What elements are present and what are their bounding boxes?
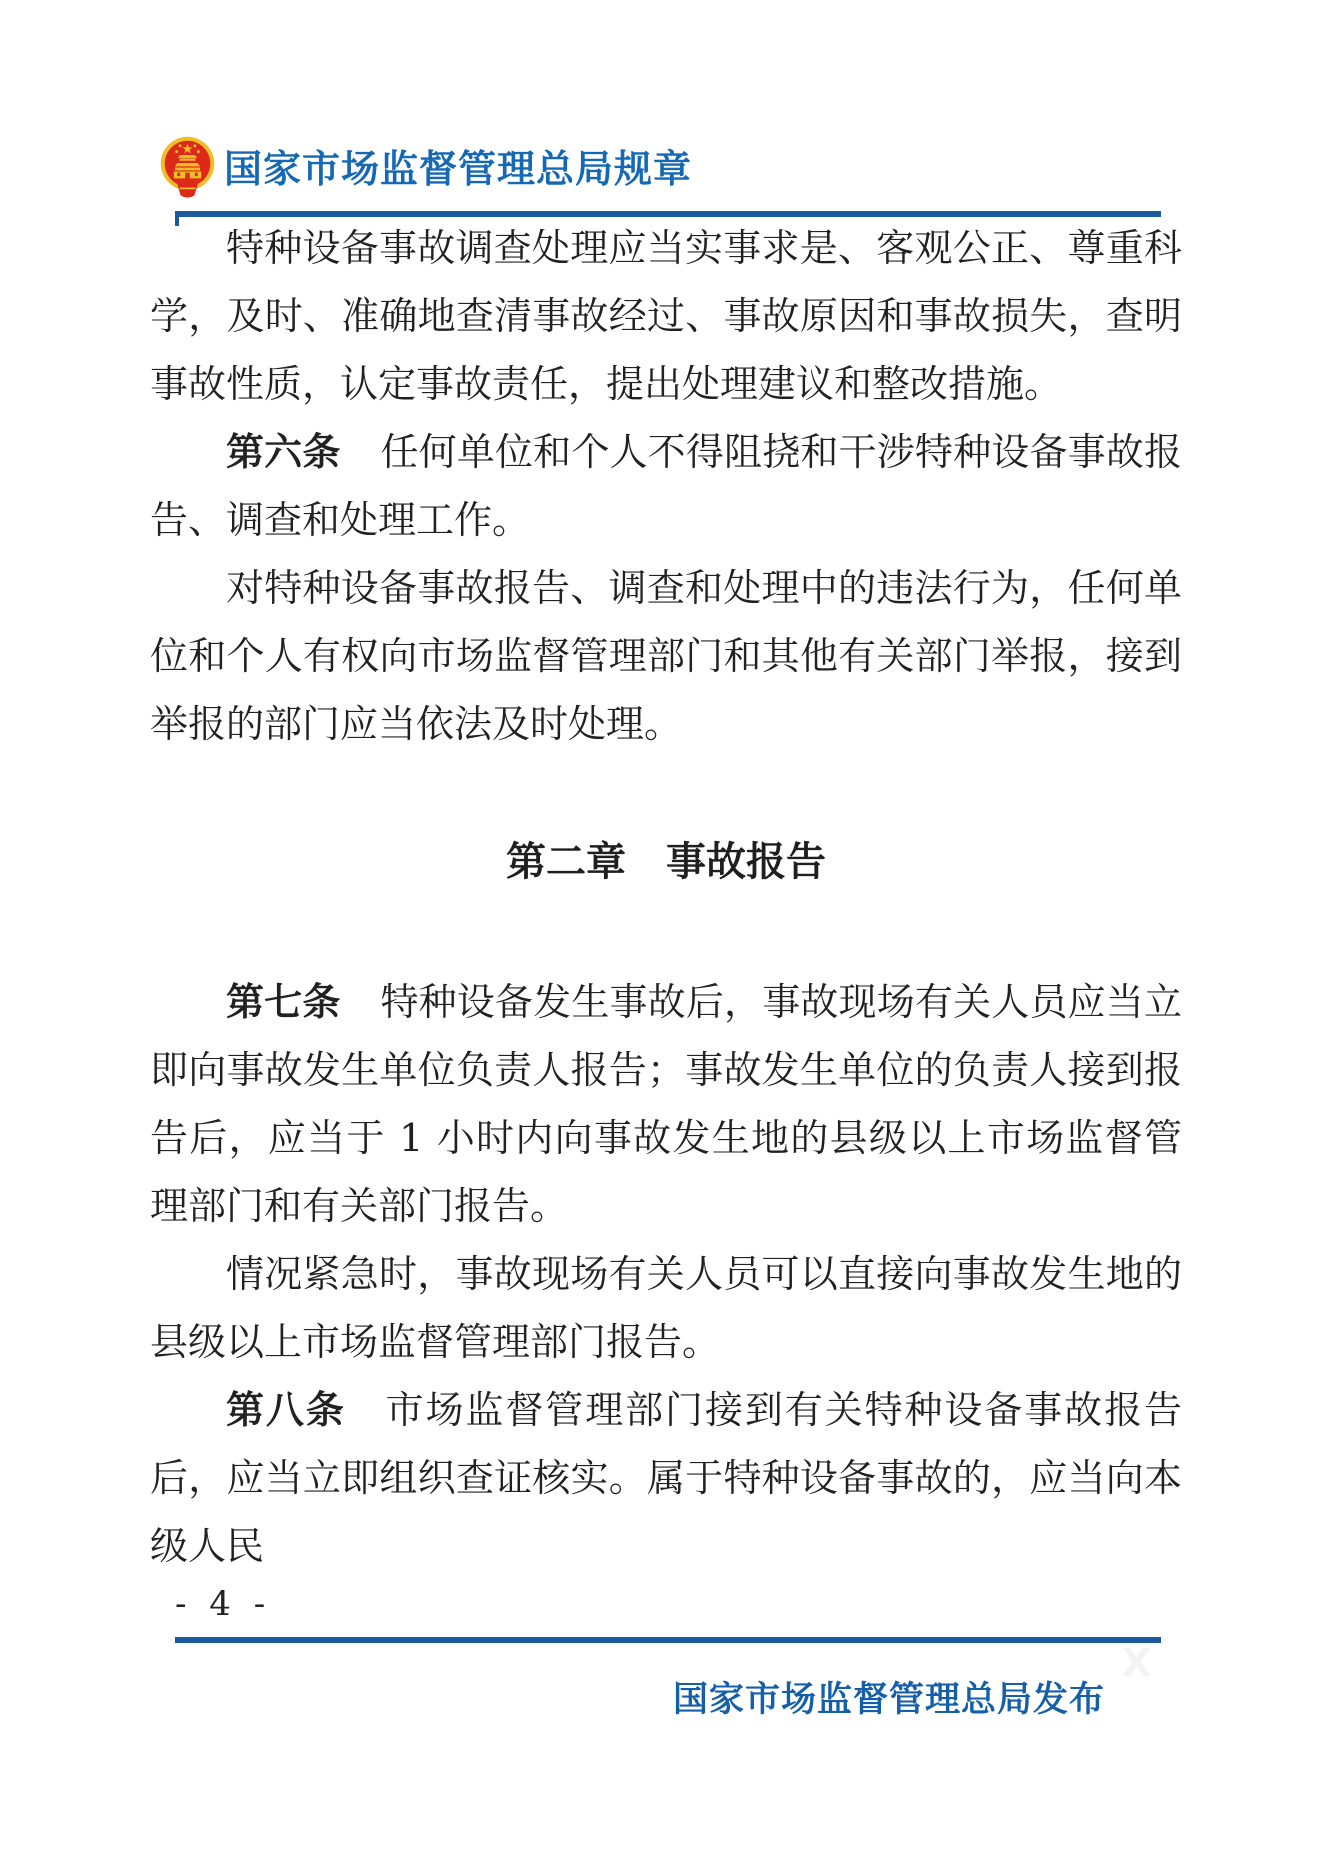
paragraph <box>150 1376 1182 1580</box>
paragraph <box>150 418 1182 554</box>
paragraph <box>150 968 1182 1240</box>
article-number: 第七条 <box>226 980 341 1024</box>
article-number: 第六条 <box>226 430 341 474</box>
paragraph <box>150 214 1182 418</box>
paragraph-text: 对特种设备事故报告、调查和处理中的违法行为，任何单位和个人有权向市场监督管理部门和其他有关部门举报，接到举报的部门应当依法及时处理。 <box>150 566 1182 746</box>
paragraph-text: 特种设备事故调查处理应当实事求是、客观公正、尊重科学，及时、准确地查清事故经过、事故原因和事故损失，查明事故性质，认定事故责任，提出处理建议和整改措施。 <box>150 226 1182 406</box>
china-national-emblem-icon <box>159 135 216 199</box>
page-number: - 4 - <box>175 1584 272 1624</box>
paragraph-text: 市场监督管理部门接到有关特种设备事故报告后，应当立即组织查证核实。属于特种设备事故的，应当向本级人民 <box>150 1388 1182 1568</box>
paragraph-text: 任何单位和个人不得阻挠和干涉特种设备事故报告、调查和处理工作。 <box>150 430 1182 542</box>
chapter-heading: 第二章 事故报告 <box>506 839 826 885</box>
article-number: 第八条 <box>226 1388 346 1432</box>
paragraph-text: 特种设备发生事故后，事故现场有关人员应当立即向事故发生单位负责人报告；事故发生单位的负责人接到报告后，应当于 1 小时内向事故发生地的县级以上市场监督管理部门和有关部门报告。 <box>150 980 1182 1228</box>
paragraph <box>150 1240 1182 1376</box>
watermark: X <box>1122 1641 1152 1685</box>
publisher-line: 国家市场监督管理总局发布 <box>672 1680 1105 1720</box>
document-body <box>150 214 1182 1580</box>
paragraph <box>150 554 1182 758</box>
paragraph-text: 情况紧急时，事故现场有关人员可以直接向事故发生地的县级以上市场监督管理部门报告。 <box>150 1252 1182 1364</box>
footer-divider <box>175 1637 1161 1643</box>
page-title: 国家市场监督管理总局规章 <box>224 147 693 191</box>
